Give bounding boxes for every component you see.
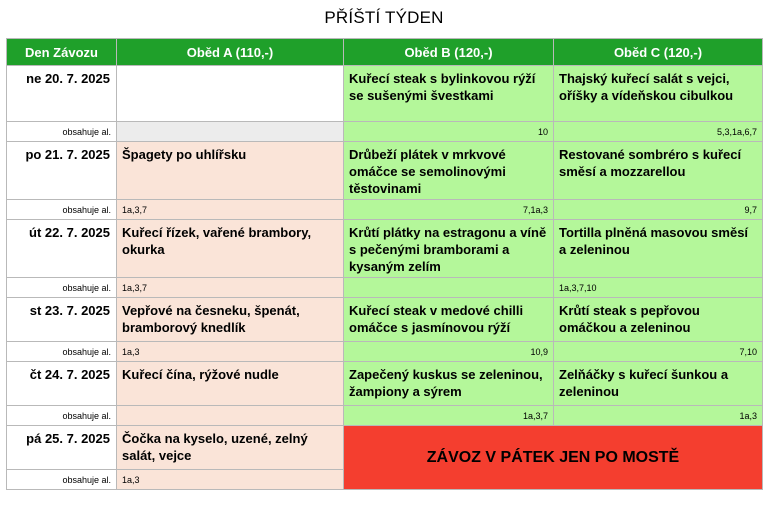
allergen-label: obsahuje al. [7, 200, 117, 220]
allergens-a [117, 406, 344, 426]
day-date: st 23. 7. 2025 [7, 298, 117, 342]
dish-c: Restované sombréro s kuřecí směsí a mozzarellou [554, 142, 763, 200]
dish-a [117, 66, 344, 122]
dish-a: Čočka na kyselo, uzené, zelný salát, vejce [117, 426, 344, 470]
allergens-c: 5,3,1a,6,7 [554, 122, 763, 142]
allergens-b: 10,9 [344, 342, 554, 362]
dish-b: Krůtí plátky na estragonu a víně s pečenými bramborami a kysaným zelím [344, 220, 554, 278]
allergen-row [7, 342, 763, 362]
allergens-a [117, 122, 344, 142]
header-lunch-a: Oběd A (110,-) [117, 39, 344, 66]
dish-a: Vepřové na česneku, špenát, bramborový knedlík [117, 298, 344, 342]
dish-a: Špagety po uhlířsku [117, 142, 344, 200]
allergens-a: 1a,3,7 [117, 278, 344, 298]
allergen-row [7, 200, 763, 220]
allergens-b: 10 [344, 122, 554, 142]
allergen-row [7, 122, 763, 142]
allergen-row [7, 278, 763, 298]
allergen-row [7, 406, 763, 426]
header-lunch-b: Oběd B (120,-) [344, 39, 554, 66]
dish-b: Drůbeží plátek v mrkvové omáčce se semolinovými těstovinami [344, 142, 554, 200]
header-row [7, 39, 763, 66]
weekly-menu-table [6, 38, 763, 490]
allergens-b [344, 278, 554, 298]
page-title: PŘÍŠTÍ TÝDEN [324, 8, 444, 27]
dish-b: Kuřecí steak s bylinkovou rýží se sušenými švestkami [344, 66, 554, 122]
allergens-a: 1a,3 [117, 342, 344, 362]
dish-c: Zelňáčky s kuřecí šunkou a zeleninou [554, 362, 763, 406]
dish-a: Kuřecí čína, rýžové nudle [117, 362, 344, 406]
table-row [7, 66, 763, 122]
dish-b: Kuřecí steak v medové chilli omáčce s jasmínovou rýží [344, 298, 554, 342]
dish-c: Krůtí steak s pepřovou omáčkou a zeleninou [554, 298, 763, 342]
header-lunch-c: Oběd C (120,-) [554, 39, 763, 66]
table-row [7, 426, 763, 470]
day-date: ne 20. 7. 2025 [7, 66, 117, 122]
day-date: čt 24. 7. 2025 [7, 362, 117, 406]
allergen-label: obsahuje al. [7, 406, 117, 426]
header-day: Den Závozu [7, 39, 117, 66]
allergen-label: obsahuje al. [7, 470, 117, 490]
allergens-c: 1a,3 [554, 406, 763, 426]
dish-c: Tortilla plněná masovou směsí a zeleninou [554, 220, 763, 278]
dish-b: Zapečený kuskus se zeleninou, žampiony a sýrem [344, 362, 554, 406]
allergens-a: 1a,3 [117, 470, 344, 490]
day-date: po 21. 7. 2025 [7, 142, 117, 200]
allergens-c: 9,7 [554, 200, 763, 220]
delivery-notice: ZÁVOZ V PÁTEK JEN PO MOSTĚ [344, 426, 763, 490]
allergens-a: 1a,3,7 [117, 200, 344, 220]
day-date: út 22. 7. 2025 [7, 220, 117, 278]
allergens-c: 1a,3,7,10 [554, 278, 763, 298]
table-row [7, 362, 763, 406]
allergens-b: 1a,3,7 [344, 406, 554, 426]
allergen-label: obsahuje al. [7, 278, 117, 298]
dish-a: Kuřecí řízek, vařené brambory, okurka [117, 220, 344, 278]
allergen-label: obsahuje al. [7, 122, 117, 142]
dish-c: Thajský kuřecí salát s vejci, oříšky a vídeňskou cibulkou [554, 66, 763, 122]
table-row [7, 142, 763, 200]
allergens-c: 7,10 [554, 342, 763, 362]
allergens-b: 7,1a,3 [344, 200, 554, 220]
table-row [7, 220, 763, 278]
allergen-label: obsahuje al. [7, 342, 117, 362]
table-row [7, 298, 763, 342]
day-date: pá 25. 7. 2025 [7, 426, 117, 470]
